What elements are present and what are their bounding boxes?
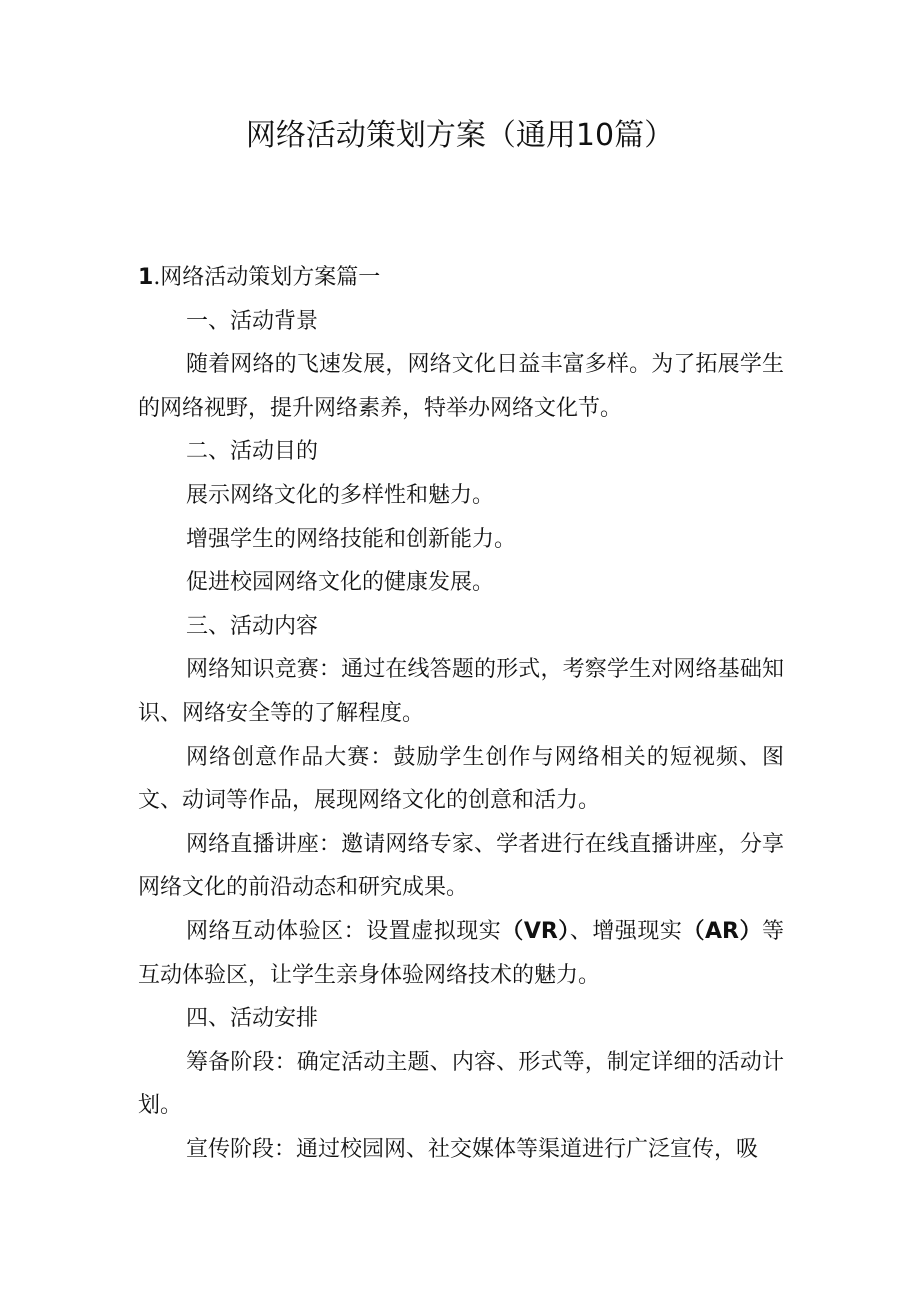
paragraph-purpose-3: 促进校园网络文化的健康发展。 — [186, 570, 495, 596]
document-body — [138, 256, 784, 1171]
paragraph-purpose-2: 增强学生的网络技能和创新能力。 — [186, 526, 517, 552]
ar-term: （AR） — [682, 918, 762, 944]
paragraph-background: 随着网络的飞速发展，网络文化日益丰富多样。为了拓展学生的网络视野，提升网络素养，特举办网络文化节。 — [138, 352, 784, 421]
paragraph-purpose-1: 展示网络文化的多样性和魅力。 — [186, 482, 495, 508]
paragraph-preparation: 筹备阶段：确定活动主题、内容、形式等，制定详细的活动计划。 — [138, 1049, 784, 1119]
document-title: 网络活动策划方案（通用10篇） — [245, 118, 675, 153]
interactive-zone-text-3: 等互动体验区，让学生亲身体验网络技术的魅力。 — [138, 918, 784, 988]
heading-background: 一、活动背景 — [186, 308, 319, 334]
paragraph-promotion: 宣传阶段：通过校园网、社交媒体等渠道进行广泛宣传，吸 — [186, 1136, 759, 1162]
paragraph-creative-works: 网络创意作品大赛：鼓励学生创作与网络相关的短视频、图文、动词等作品，展现网络文化的创意和活力。 — [138, 744, 784, 814]
heading-purpose: 二、活动目的 — [186, 439, 319, 465]
interactive-zone-text-2: 、增强现实 — [569, 918, 683, 944]
interactive-zone-text-1: 网络互动体验区：设置虚拟现实 — [186, 918, 502, 944]
heading-content: 三、活动内容 — [186, 613, 319, 639]
section-title: .网络活动策划方案篇一 — [153, 265, 381, 290]
vr-term: （VR） — [501, 918, 570, 944]
paragraph-interactive-zone — [138, 910, 784, 997]
section-heading — [138, 256, 784, 300]
paragraph-knowledge-contest: 网络知识竞赛：通过在线答题的形式，考察学生对网络基础知识、网络安全等的了解程度。 — [138, 657, 784, 726]
section-number: 1 — [138, 265, 154, 290]
paragraph-live-lecture: 网络直播讲座：邀请网络专家、学者进行在线直播讲座，分享网络文化的前沿动态和研究成果。 — [138, 831, 784, 901]
heading-schedule: 四、活动安排 — [186, 1006, 319, 1032]
